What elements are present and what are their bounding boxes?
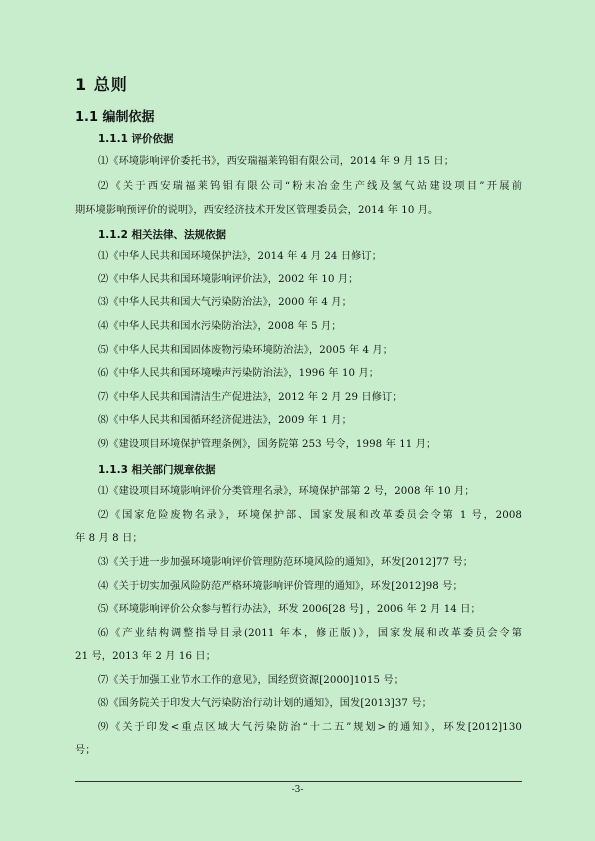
list-item-continuation: 期环境影响预评价的说明》，西安经济技术开发区管理委员会，2014 年 10 月。 [75, 205, 439, 216]
list-item: ⑻《国务院关于印发大气污染防治行动计划的通知》，国发[2013]37 号； [98, 698, 432, 709]
subsection-1-1-1-heading: 1.1.1 评价依据 [98, 133, 174, 145]
subsection-1-1-3-heading: 1.1.3 相关部门规章依据 [98, 464, 216, 476]
list-item: ⑴《环境影响评价委托书》，西安瑞福莱钨钼有限公司，2014 年 9 月 15 日； [98, 156, 454, 167]
list-item: ⑴《中华人民共和国环境保护法》，2014 年 4 月 24 日修订； [98, 251, 382, 262]
list-item: ⑷《中华人民共和国水污染防治法》，2008 年 5 月； [98, 321, 342, 332]
page-number: -3- [291, 785, 304, 795]
list-item: ⑴《建设项目环境影响评价分类管理名录》，环境保护部第 2 号，2008 年 10 月； [98, 486, 475, 497]
footer-divider [75, 781, 522, 782]
list-item: ⑺《中华人民共和国清洁生产促进法》，2012 年 2 月 29 日修订； [98, 392, 403, 403]
list-item-continuation: 号； [75, 745, 96, 756]
section-heading: 1 总则 [75, 75, 128, 94]
list-item-continuation: 年 8 月 8 日； [75, 533, 143, 544]
list-item: ⑼《关于印发<重点区域大气污染防治“十二五”规划>的通知》，环发[2012]130 [98, 722, 522, 733]
list-item: ⑼《建设项目环境保护管理条例》，国务院第 253 号令，1998 年 11 月； [98, 439, 437, 450]
list-item: ⑹《中华人民共和国环境噪声污染防治法》，1996 年 10 月； [98, 368, 380, 379]
list-item: ⑶《关于进一步加强环境影响评价管理防范环境风险的通知》，环发[2012]77 号； [98, 557, 474, 568]
list-item: ⑻《中华人民共和国循环经济促进法》，2009 年 1 月； [98, 415, 352, 426]
list-item: ⑷《关于切实加强风险防范严格环境影响评价管理的通知》，环发[2012]98 号； [98, 581, 463, 592]
list-item: ⑹《产业结构调整指导目录(2011 年本，修正版)》，国家发展和改革委员会令第 [98, 628, 522, 639]
list-item: ⑵《国家危险废物名录》，环境保护部、国家发展和改革委员会令第 1 号，2008 [98, 510, 522, 521]
list-item: ⑸《环境影响评价公众参与暂行办法》，环发 2006[28 号] ，2006 年 2 月 14 日； [98, 604, 481, 615]
list-item: ⑵《关于西安瑞福莱钨钼有限公司“粉末冶金生产线及氢气站建设项目”开展前 [98, 181, 522, 192]
subsection-heading: 1.1 编制依据 [75, 110, 155, 125]
list-item: ⑶《中华人民共和国大气污染防治法》，2000 年 4 月； [98, 297, 352, 308]
list-item-continuation: 21 号，2013 年 2 月 16 日； [75, 651, 216, 662]
list-item: ⑺《关于加强工业节水工作的意见》，国经贸资源[2000]1015 号； [98, 675, 404, 686]
list-item: ⑸《中华人民共和国固体废物污染环境防治法》，2005 年 4 月； [98, 345, 394, 356]
list-item: ⑵《中华人民共和国环境影响评价法》，2002 年 10 月； [98, 274, 359, 285]
subsection-1-1-2-heading: 1.1.2 相关法律、法规依据 [98, 229, 227, 241]
